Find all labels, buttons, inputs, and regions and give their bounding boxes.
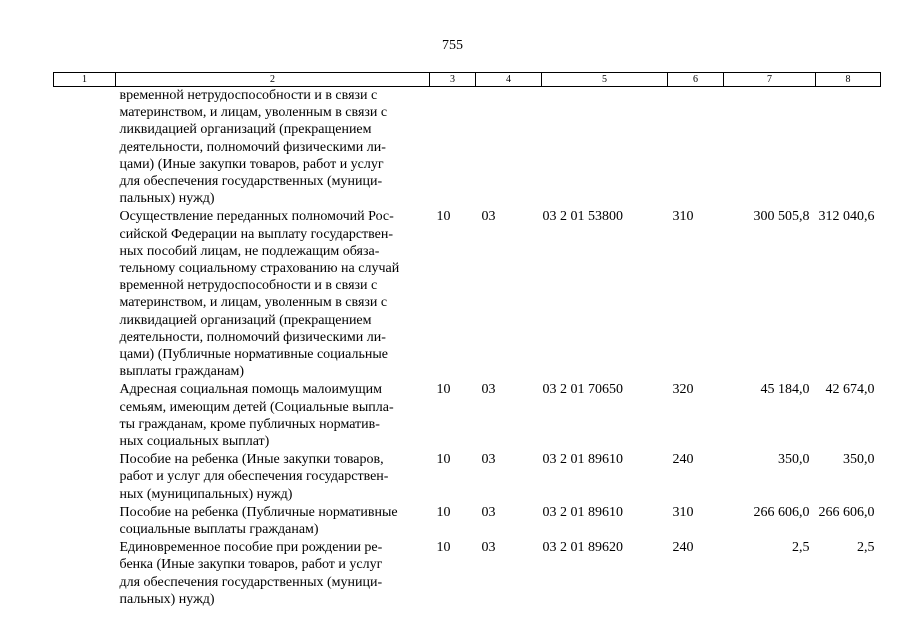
amount-1-cell: 266 606,0 bbox=[753, 504, 810, 520]
table-row bbox=[54, 87, 881, 208]
section-cell bbox=[430, 87, 476, 208]
row-name-line: для обеспечения государственных (муници- bbox=[119, 574, 383, 590]
row-name-line: деятельности, полномочий физическими ли- bbox=[119, 139, 386, 155]
column-header-5: 5 bbox=[542, 73, 668, 87]
section-cell: 10 bbox=[436, 452, 451, 468]
row-name-line: Пособие на ребенка (Иные закупки товаров, bbox=[119, 452, 384, 468]
table-row bbox=[54, 538, 881, 608]
row-name-line: ликвидацией организаций (прекращением bbox=[119, 312, 372, 328]
row-name-line: временной нетрудоспособности и в связи с bbox=[119, 278, 378, 294]
section-cell: 10 bbox=[436, 504, 451, 520]
amount-2-cell: 2,5 bbox=[857, 540, 875, 556]
row-name-line: ты гражданам, кроме публичных норматив- bbox=[119, 416, 380, 432]
row-name-line: ных пособий лицам, не подлежащим обяза- bbox=[119, 243, 380, 259]
table-row bbox=[54, 503, 881, 538]
section-cell: 10 bbox=[436, 540, 451, 556]
table-body bbox=[54, 87, 881, 609]
empty-cell bbox=[54, 503, 116, 538]
subsection-cell: 03 bbox=[481, 504, 496, 520]
row-name-line: пальных) нужд) bbox=[119, 191, 215, 207]
column-number-row bbox=[54, 73, 881, 87]
subsection-cell: 03 bbox=[481, 452, 496, 468]
row-name-line: материнством, и лицам, уволенным в связи с bbox=[119, 105, 388, 121]
row-name-cell bbox=[116, 503, 430, 538]
amount-2-cell: 42 674,0 bbox=[825, 382, 875, 398]
empty-cell bbox=[54, 87, 116, 208]
target-article-cell: 03 2 01 70650 bbox=[542, 382, 623, 398]
table-row bbox=[54, 207, 881, 380]
row-name-line: ных социальных выплат) bbox=[119, 434, 270, 450]
page-number: 755 bbox=[442, 38, 463, 53]
row-name-line: социальные выплаты гражданам) bbox=[119, 522, 319, 538]
target-article-cell: 03 2 01 89610 bbox=[542, 452, 623, 468]
section-cell: 10 bbox=[436, 382, 451, 398]
column-header-8: 8 bbox=[816, 73, 881, 87]
column-header-4: 4 bbox=[476, 73, 542, 87]
table-row bbox=[54, 380, 881, 450]
empty-cell bbox=[54, 450, 116, 503]
amount-1-cell bbox=[724, 87, 816, 208]
table-row bbox=[54, 450, 881, 503]
row-name-cell bbox=[116, 538, 430, 608]
empty-cell bbox=[54, 380, 116, 450]
row-name-line: работ и услуг для обеспечения государствен- bbox=[119, 469, 389, 485]
row-name-line: временной нетрудоспособности и в связи с bbox=[119, 88, 378, 103]
expense-type-cell: 240 bbox=[672, 540, 694, 556]
subsection-cell bbox=[476, 87, 542, 208]
column-header-7: 7 bbox=[724, 73, 816, 87]
expense-type-cell: 240 bbox=[672, 452, 694, 468]
column-header-6: 6 bbox=[668, 73, 724, 87]
expense-type-cell bbox=[668, 87, 724, 208]
subsection-cell: 03 bbox=[481, 540, 496, 556]
row-name-line: ных (муниципальных) нужд) bbox=[119, 486, 293, 502]
row-name-cell bbox=[116, 450, 430, 503]
empty-cell bbox=[54, 207, 116, 380]
row-name-line: деятельности, полномочий физическими ли- bbox=[119, 329, 386, 345]
empty-cell bbox=[54, 538, 116, 608]
column-header-3: 3 bbox=[430, 73, 476, 87]
expense-type-cell: 310 bbox=[672, 504, 694, 520]
row-name-line: семьям, имеющим детей (Социальные выпла- bbox=[119, 399, 394, 415]
column-header-1: 1 bbox=[54, 73, 116, 87]
target-article-cell: 03 2 01 53800 bbox=[542, 209, 623, 225]
row-name-line: цами) (Иные закупки товаров, работ и услуг bbox=[119, 156, 384, 172]
amount-1-cell: 350,0 bbox=[778, 452, 810, 468]
row-name-line: сийской Федерации на выплату государствен- bbox=[119, 226, 394, 242]
row-name-line: Осуществление переданных полномочий Рос- bbox=[119, 209, 394, 225]
expense-type-cell: 320 bbox=[672, 382, 694, 398]
amount-1-cell: 45 184,0 bbox=[760, 382, 810, 398]
row-name-cell bbox=[116, 380, 430, 450]
amount-1-cell: 2,5 bbox=[792, 540, 810, 556]
budget-table bbox=[53, 72, 881, 608]
row-name-cell bbox=[116, 87, 430, 208]
amount-2-cell bbox=[816, 87, 881, 208]
row-name-line: выплаты гражданам) bbox=[119, 364, 245, 380]
amount-2-cell: 266 606,0 bbox=[818, 504, 875, 520]
row-name-line: тельному социальному страхованию на случай bbox=[119, 261, 400, 277]
row-name-line: бенка (Иные закупки товаров, работ и услуг bbox=[119, 557, 383, 573]
row-name-line: ликвидацией организаций (прекращением bbox=[119, 122, 372, 138]
target-article-cell: 03 2 01 89620 bbox=[542, 540, 623, 556]
target-article-cell bbox=[542, 87, 668, 208]
target-article-cell: 03 2 01 89610 bbox=[542, 504, 623, 520]
row-name-line: Пособие на ребенка (Публичные нормативные bbox=[119, 504, 398, 520]
amount-1-cell: 300 505,8 bbox=[753, 209, 810, 225]
amount-2-cell: 350,0 bbox=[843, 452, 875, 468]
expense-type-cell: 310 bbox=[672, 209, 694, 225]
row-name-line: цами) (Публичные нормативные социальные bbox=[119, 347, 388, 363]
row-name-line: Адресная социальная помощь малоимущим bbox=[119, 382, 383, 398]
section-cell: 10 bbox=[436, 209, 451, 225]
row-name-line: Единовременное пособие при рождении ре- bbox=[119, 540, 383, 556]
amount-2-cell: 312 040,6 bbox=[818, 209, 875, 225]
subsection-cell: 03 bbox=[481, 382, 496, 398]
column-header-2: 2 bbox=[116, 73, 430, 87]
row-name-line: материнством, и лицам, уволенным в связи с bbox=[119, 295, 388, 311]
row-name-cell bbox=[116, 207, 430, 380]
subsection-cell: 03 bbox=[481, 209, 496, 225]
row-name-line: пальных) нужд) bbox=[119, 591, 215, 607]
row-name-line: для обеспечения государственных (муници- bbox=[119, 174, 383, 190]
